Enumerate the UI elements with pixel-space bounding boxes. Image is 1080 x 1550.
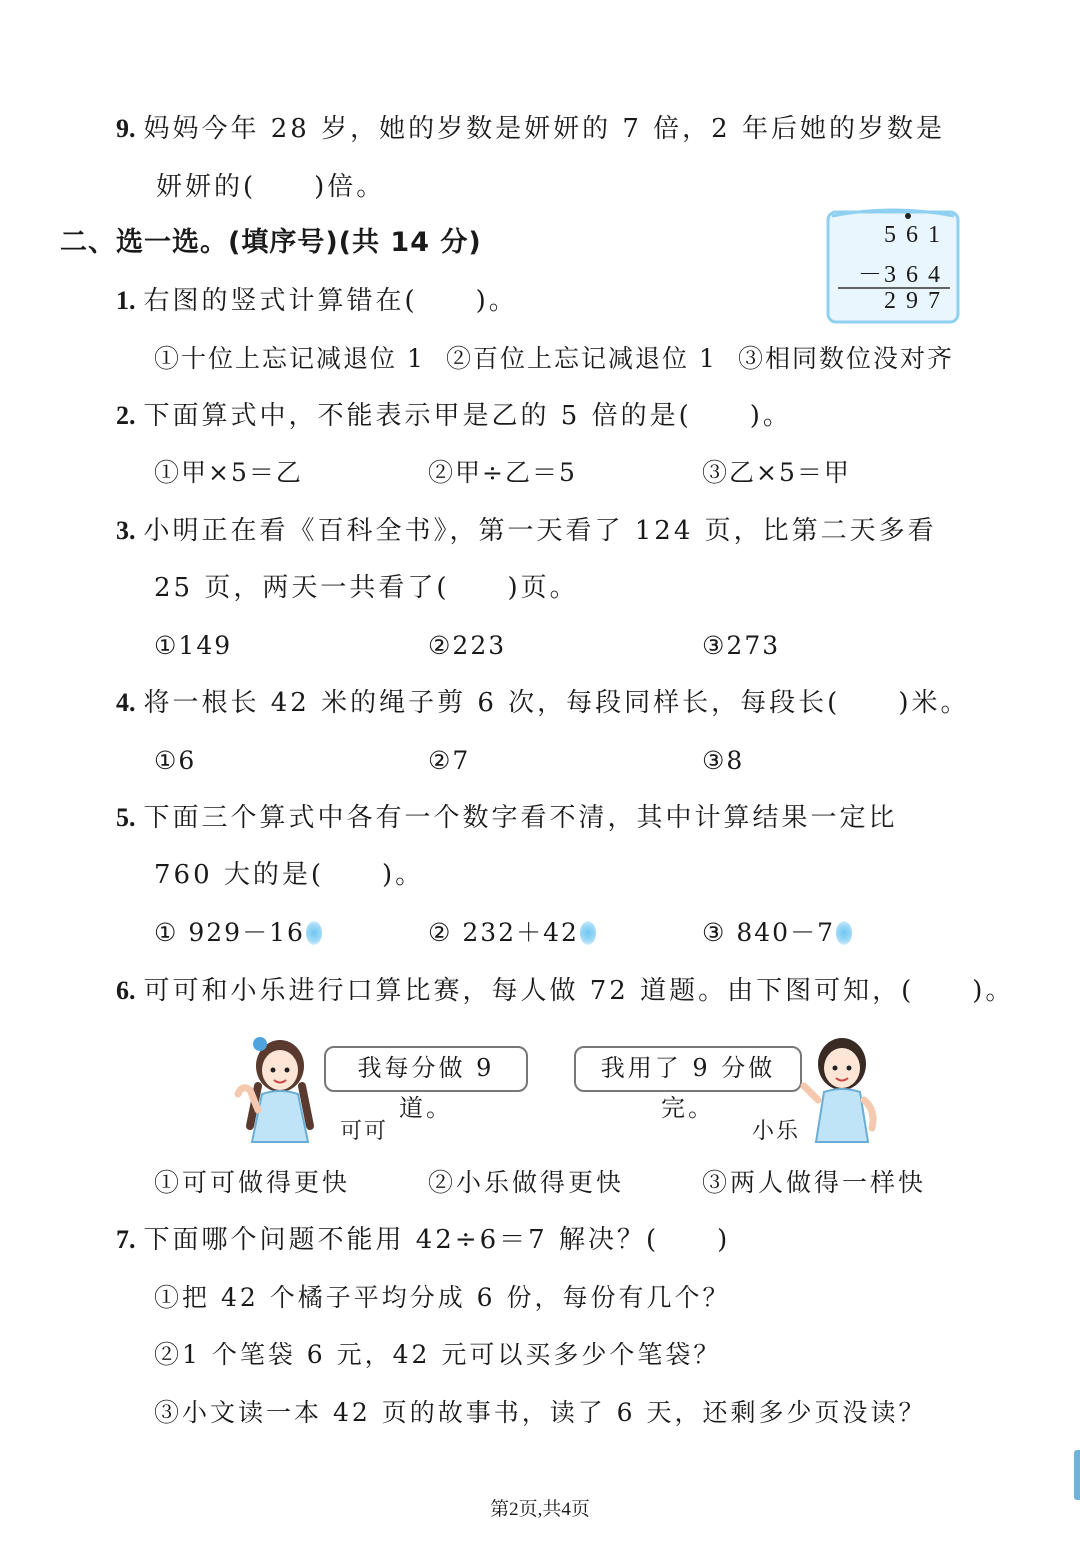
section-heading: 二、选一选。(填序号)(共 14 分): [60, 227, 482, 258]
smudge-icon: [306, 921, 322, 945]
option-1: ①6: [154, 746, 197, 775]
speech-bubble-left: 我每分做 9 道。: [324, 1046, 528, 1092]
question-5: [116, 801, 898, 835]
option-3: ③相同数位没对齐: [738, 344, 955, 373]
option-text: ③ 840－7: [702, 918, 835, 947]
question-text: 可可和小乐进行口算比赛，每人做 72 道题。由下图可知，( )。: [143, 976, 1015, 1006]
minuend: 5 6 1: [884, 222, 942, 248]
question-text: 右图的竖式计算错在( )。: [143, 286, 518, 316]
page-edge-tab: [1074, 1450, 1080, 1500]
question-6: [116, 974, 1014, 1008]
option-2: ②223: [428, 631, 507, 660]
option-1: ①甲×5＝乙: [154, 458, 303, 487]
option-3: ③乙×5＝甲: [702, 458, 851, 487]
question-text: 小明正在看《百科全书》，第一天看了 124 页，比第二天多看: [143, 516, 937, 546]
question-3: [116, 514, 937, 548]
option-3: [702, 916, 852, 950]
illustration: [228, 1030, 888, 1146]
option-2: [428, 916, 596, 950]
question-number: 9.: [116, 114, 136, 143]
question-5-line-2: 760 大的是( )。: [154, 860, 425, 890]
option-text: ① 929－16: [154, 918, 305, 947]
girl-xiaole-icon: [798, 1030, 888, 1144]
page-footer: 第2页,共4页: [490, 1499, 590, 1520]
option-3: ③两人做得一样快: [702, 1168, 927, 1197]
question-9-line-2: 妍妍的( )倍。: [156, 172, 386, 202]
option-3: ③8: [702, 746, 745, 775]
question-text: 将一根长 42 米的绳子剪 6 次，每段同样长，每段长( )米。: [143, 688, 970, 718]
question-number: 4.: [116, 688, 136, 717]
option-1: ①十位上忘记减退位 1: [154, 344, 425, 373]
question-3-line-2: 25 页，两天一共看了( )页。: [154, 573, 579, 603]
smudge-icon: [580, 921, 596, 945]
question-2: [116, 399, 792, 433]
option-3: ③小文读一本 42 页的故事书，读了 6 天，还剩多少页没读？: [154, 1398, 927, 1427]
option-text: ② 232＋42: [428, 918, 579, 947]
option-2: ②百位上忘记减退位 1: [446, 344, 717, 373]
smudge-icon: [836, 921, 852, 945]
question-4: [116, 686, 969, 720]
option-2: ②小乐做得更快: [428, 1168, 625, 1197]
question-number: 7.: [116, 1225, 136, 1254]
option-1: ①可可做得更快: [154, 1168, 351, 1197]
name-xiaole: 小乐: [752, 1119, 801, 1144]
question-number: 5.: [116, 803, 136, 832]
question-number: 2.: [116, 401, 136, 430]
difference: 2 9 7: [884, 288, 942, 314]
subtrahend: －3 6 4: [858, 262, 942, 288]
question-number: 1.: [116, 286, 136, 315]
option-1: ①把 42 个橘子平均分成 6 份，每份有几个？: [154, 1283, 731, 1312]
option-2: ②1 个笔袋 6 元，42 元可以买多少个笔袋？: [154, 1340, 722, 1369]
option-2: ②7: [428, 746, 471, 775]
question-1: [116, 284, 518, 318]
name-keke: 可可: [340, 1119, 389, 1144]
option-2: ②甲÷乙＝5: [428, 458, 577, 487]
question-9: [116, 112, 945, 146]
option-1: ①149: [154, 631, 233, 660]
question-7: [116, 1223, 730, 1257]
speech-bubble-right: 我用了 9 分做完。: [574, 1046, 802, 1092]
option-1: [154, 916, 322, 950]
option-3: ③273: [702, 631, 781, 660]
question-text: 下面哪个问题不能用 42÷6＝7 解决？( ): [143, 1225, 731, 1255]
girl-keke-icon: [228, 1030, 328, 1144]
question-text: 下面算式中，不能表示甲是乙的 5 倍的是( )。: [143, 401, 792, 431]
question-text: 妈妈今年 28 岁，她的岁数是妍妍的 7 倍，2 年后她的岁数是: [143, 114, 945, 144]
question-number: 6.: [116, 976, 136, 1005]
question-number: 3.: [116, 516, 136, 545]
question-text: 下面三个算式中各有一个数字看不清，其中计算结果一定比: [143, 803, 898, 833]
vertical-calculation-card: [826, 206, 960, 326]
